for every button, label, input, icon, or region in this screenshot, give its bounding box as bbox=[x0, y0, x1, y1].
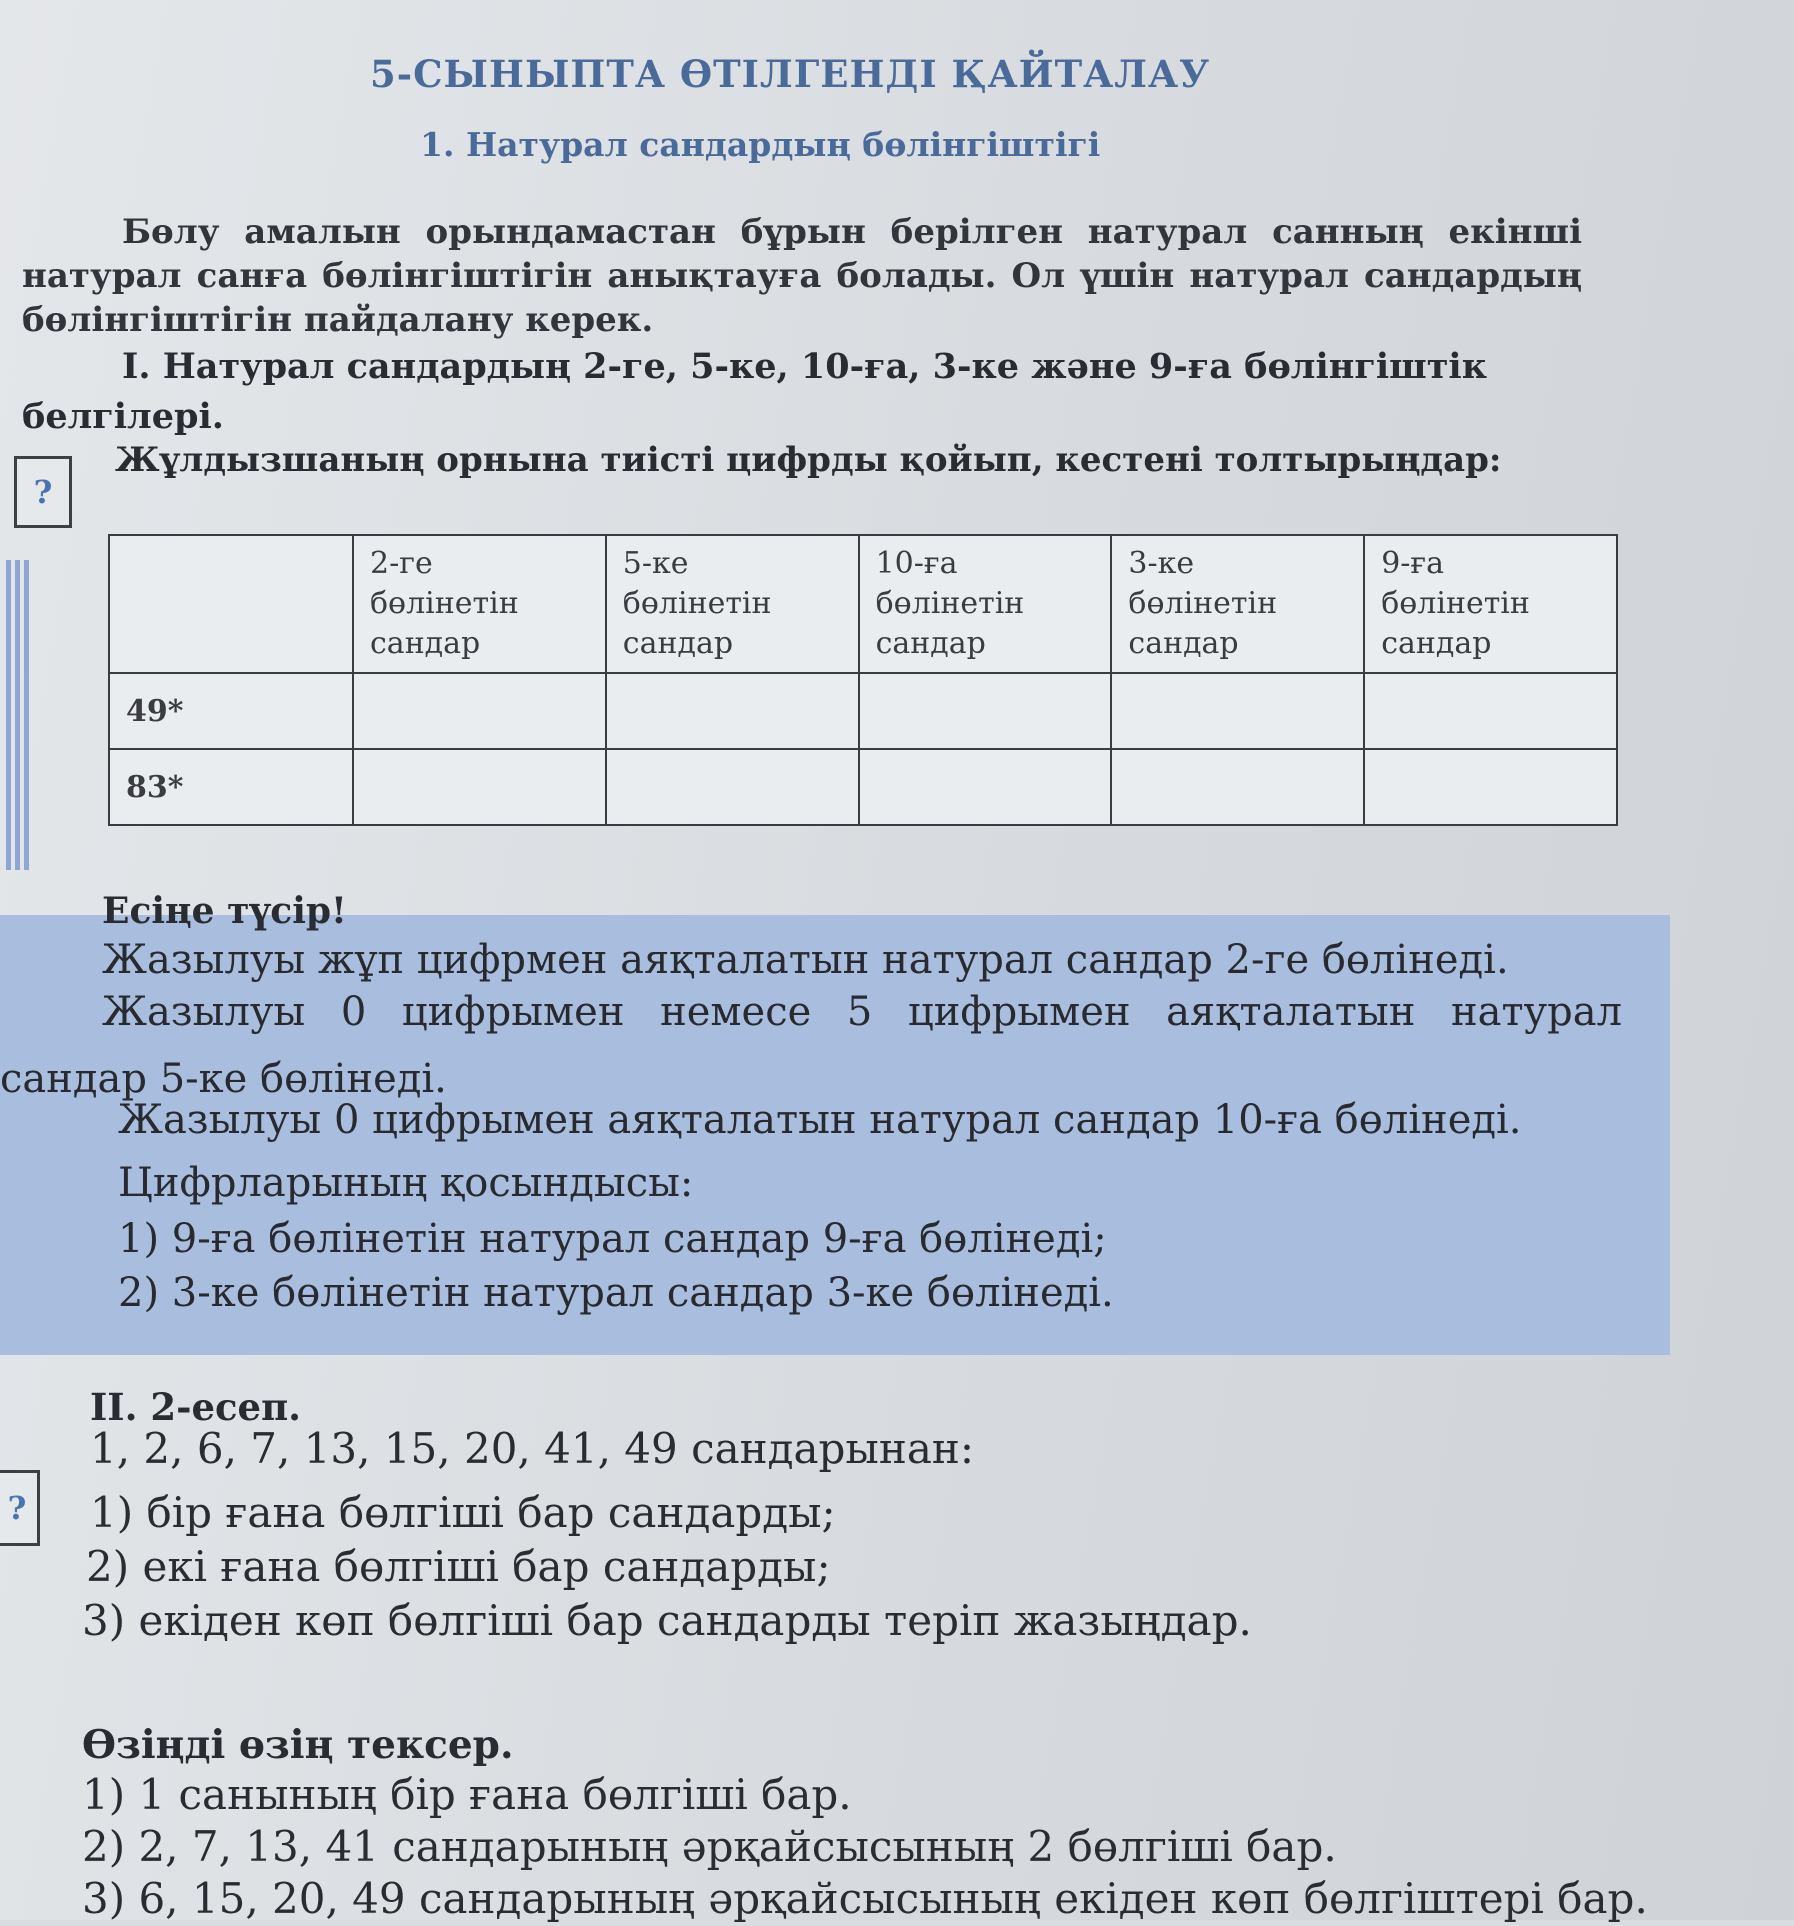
section-subtitle: 1. Натурал сандардың бөлінгіштігі bbox=[420, 125, 1101, 164]
answer-cell[interactable] bbox=[859, 673, 1112, 749]
self-check-item-3: 3) 6, 15, 20, 49 сандарының әрқайсысының екіден көп бөлгіштері бар. bbox=[82, 1874, 1648, 1923]
answer-cell[interactable] bbox=[606, 673, 859, 749]
question-icon: ? bbox=[14, 456, 72, 528]
self-check-title: Өзіңді өзің тексер. bbox=[82, 1722, 514, 1768]
self-check-item-1: 1) 1 санының бір ғана бөлгіші бар. bbox=[82, 1770, 852, 1819]
question-icon: ? bbox=[0, 1470, 40, 1546]
row-label: 49* bbox=[109, 673, 353, 749]
rule-divisible-3: 2) 3-ке бөлінетін натурал сандар 3-ке бөлінеді. bbox=[118, 1270, 1114, 1316]
reminder-title: Есіңе түсір! bbox=[102, 890, 347, 932]
header-cell-5: 5-ке бөлінетін сандар bbox=[606, 535, 859, 673]
header-cell-2: 2-ге бөлінетін сандар bbox=[353, 535, 606, 673]
header-cell-9: 9-ға бөлінетін сандар bbox=[1364, 535, 1617, 673]
rule-divisible-5-cont: сандар 5-ке бөлінеді. bbox=[0, 1056, 447, 1102]
answer-cell[interactable] bbox=[1111, 749, 1364, 825]
answer-cell[interactable] bbox=[606, 749, 859, 825]
margin-bar bbox=[6, 560, 30, 870]
answer-cell[interactable] bbox=[1364, 673, 1617, 749]
problem-item-2: 2) екі ғана бөлгіші бар сандарды; bbox=[86, 1542, 831, 1591]
rule-divisible-10: Жазылуы 0 цифрымен аяқталатын натурал сандар 10-ға бөлінеді. bbox=[118, 1097, 1522, 1143]
rule-divisible-2: Жазылуы жұп цифрмен аяқталатын натурал сандар 2-ге бөлінеді. bbox=[102, 937, 1509, 983]
task-instruction: Жұлдызшаның орнына тиісті цифрды қойып, кестені толтырыңдар: bbox=[115, 440, 1502, 480]
problem-numbers: 1, 2, 6, 7, 13, 15, 20, 41, 49 сандарынан: bbox=[90, 1424, 975, 1473]
rule-divisible-9: 1) 9-ға бөлінетін натурал сандар 9-ға бөлінеді; bbox=[118, 1216, 1107, 1262]
rule-divisible-5: Жазылуы 0 цифрымен немесе 5 цифрымен аяқталатын натурал bbox=[102, 989, 1622, 1035]
problem-item-1: 1) бір ғана бөлгіші бар сандарды; bbox=[90, 1488, 836, 1537]
answer-cell[interactable] bbox=[353, 749, 606, 825]
divisibility-table bbox=[108, 534, 1618, 826]
header-cell-3: 3-ке бөлінетін сандар bbox=[1111, 535, 1364, 673]
self-check-item-2: 2) 2, 7, 13, 41 сандарының әрқайсысының 2 бөлгіші бар. bbox=[82, 1822, 1337, 1871]
table-corner-cell bbox=[109, 535, 353, 673]
divisibility-heading: I. Натурал сандардың 2-ге, 5-ке, 10-ға, 3-ке және 9-ға бөлінгіштік белгілері. bbox=[22, 346, 1487, 437]
table-row bbox=[109, 673, 1617, 749]
digit-sum-rule: Цифрларының қосындысы: bbox=[118, 1160, 694, 1206]
answer-cell[interactable] bbox=[859, 749, 1112, 825]
header-cell-10: 10-ға бөлінетін сандар bbox=[859, 535, 1112, 673]
row-label: 83* bbox=[109, 749, 353, 825]
problem-item-3: 3) екіден көп бөлгіші бар сандарды теріп жазыңдар. bbox=[82, 1596, 1252, 1645]
table-header-row bbox=[109, 535, 1617, 673]
answer-cell[interactable] bbox=[1364, 749, 1617, 825]
intro-paragraph: Бөлу амалын орындамастан бұрын берілген натурал санның екінші натурал санға бөлінгіштігін анықтауға болады. Ол үшін натурал сандардың бөлінгіштігін пайдалану керек. bbox=[22, 212, 1582, 340]
page-title: 5-СЫНЫПТА ӨТІЛГЕНДІ ҚАЙТАЛАУ bbox=[370, 52, 1211, 96]
answer-cell[interactable] bbox=[353, 673, 606, 749]
table-row bbox=[109, 749, 1617, 825]
answer-cell[interactable] bbox=[1111, 673, 1364, 749]
problem-2-title: II. 2-есеп. bbox=[90, 1385, 302, 1429]
